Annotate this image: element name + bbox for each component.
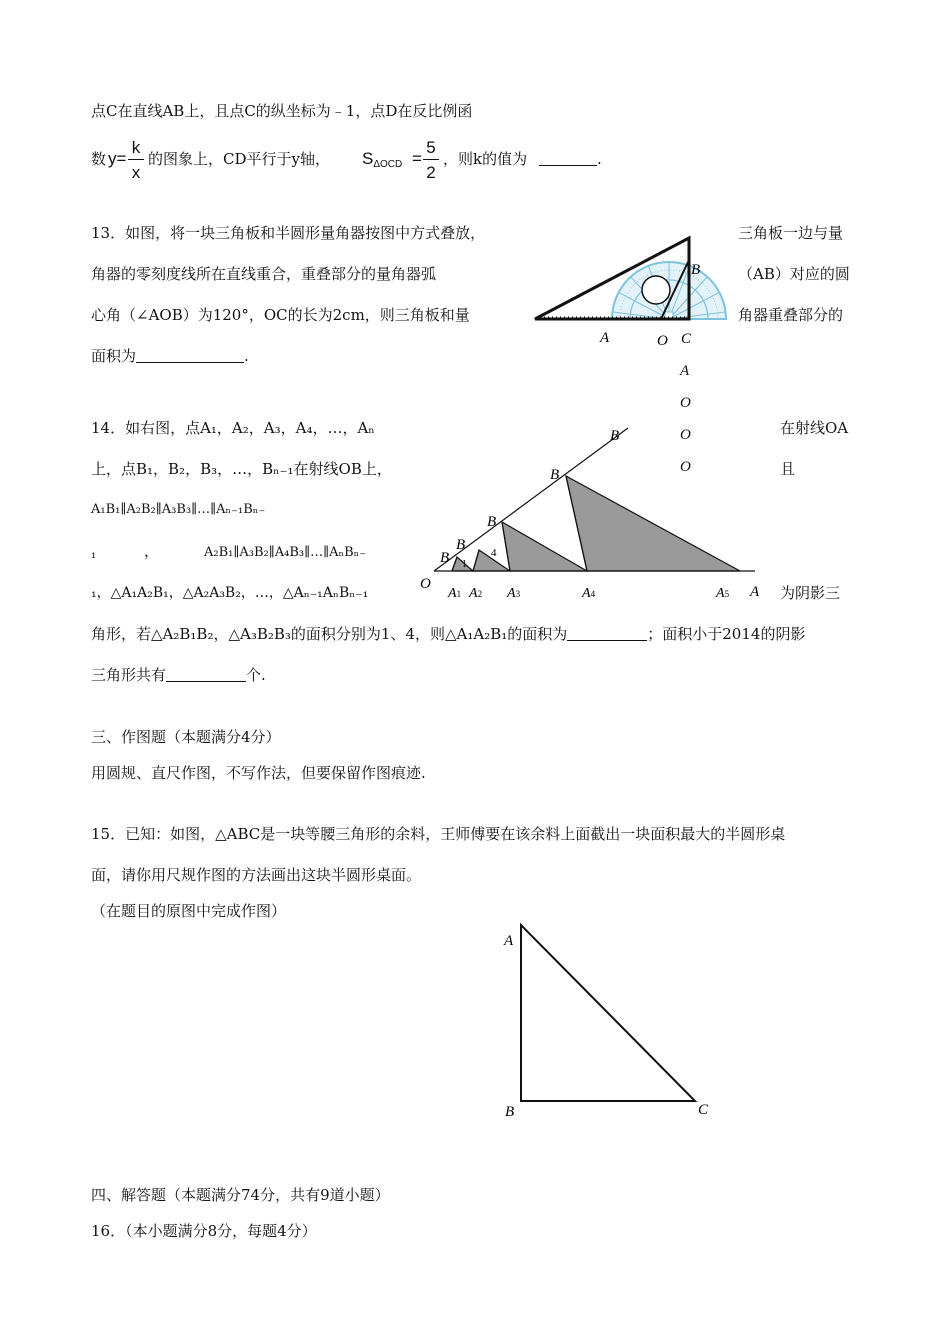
q16-heading: 16．（本小题满分8分，每题4分） [91,1222,317,1240]
q14-line3: A₁B₁∥A₂B₂∥A₃B₃∥…∥Aₙ₋₁Bₙ₋ [91,502,266,517]
q14-label-A3: A3 [507,586,521,601]
q14-area-label-1: 1 [462,559,467,570]
q14-line2: 上，点B₁，B₂，B₃，…，Bₙ₋₁在射线OB上， [91,460,392,478]
q14-line6: 角形，若△A₂B₁B₂，△A₃B₂B₃的面积分别为1、4，则△A₁A₂B₁的面积为 ；面积小于2014的阴影 [91,625,806,643]
q14-label-B1: B [440,550,450,566]
q14-line7: 三角形共有 个. [91,666,266,684]
q12-line1: 点C在直线AB上，且点C的纵坐标为﹣1，点D在反比例函 [91,102,473,120]
q15-line2: 面，请你用尺规作图的方法画出这块半圆形桌面。 [91,866,422,884]
q15-triangle-figure [495,915,725,1125]
q15-label-B: B [505,1104,515,1120]
q15-label-C: C [698,1102,709,1118]
section3-instruction: 用圆规、直尺作图，不写作法，但要保留作图痕迹. [91,764,426,782]
q12-line2-post: ，则k的值为 [443,150,528,168]
stray-letter-4: O [680,459,691,475]
section3-heading: 三、作图题（本题满分4分） [91,728,281,746]
q14-label-B4: B [550,467,560,483]
q15-label-A: A [504,933,514,949]
q13-line4: 面积为 . [91,347,249,365]
q14-line1-right: 在射线OA [780,419,849,437]
q14-line4-c: A₂B₁∥A₃B₂∥A₄B₃∥…∥AₙBₙ₋ [204,545,367,560]
q12-area-denominator: 2 [426,163,436,182]
q13-line3-left: 心角（∠AOB）为120°，OC的长为2cm，则三角板和量 [91,306,470,324]
q12-area-symbol: $S_{\Delta OCD}$ [362,149,403,170]
stray-letter-1: A [680,363,690,379]
q12-area-subscript: ΔOCD [373,159,403,170]
q14-label-A4: A4 [582,586,596,601]
q12-area-numerator: 5 [423,139,439,160]
q13-label-A: A [600,330,610,346]
q13-line1-right: 三角板一边与量 [738,224,844,242]
q14-label-A5: A5 [716,586,730,601]
q13-line2-left: 角器的零刻度线所在直线重合，重叠部分的量角器弧 [91,265,437,283]
stray-letter-2: O [680,395,691,411]
q14-label-B: B [610,428,620,444]
q12-func-denominator: x [131,163,141,182]
q13-figure [530,230,730,355]
q14-label-O: O [420,576,431,592]
q14-line1: 14．如右图，点A₁，A₂，A₃，A₄，…，Aₙ [91,419,375,437]
q13-label-C: C [681,331,692,347]
q14-label-A: A [750,584,760,600]
q12-func-numerator: k [128,139,144,160]
q14-label-A1: A1 [448,586,462,601]
q15-line1: 15．已知：如图，△ABC是一块等腰三角形的余料，王师傅要在该余料上面截出一块面积最大的半圆形桌 [91,825,786,843]
q13-line2-right: （AB）对应的圆 [738,265,850,283]
q13-label-O: O [657,333,668,349]
q14-label-A2: A2 [469,586,483,601]
q14-area-label-4: 4 [491,547,497,559]
q12-func-fraction [128,139,144,181]
q15-note: （在题目的原图中完成作图） [91,902,287,920]
q14-line4-b: ， [144,542,160,560]
q13-label-B: B [691,262,701,278]
q12-func-lhs: y= [108,149,127,168]
q13-line1-left: 13．如图，将一块三角板和半圆形量角器按图中方式叠放， [91,224,486,242]
q12-line2-prefix: 数 [91,150,107,168]
q14-label-B2: B [456,537,466,553]
q14-figure [410,420,770,610]
q14-line4-a: ₁ [91,547,97,562]
q14-line5-right: 为阴影三 [780,584,841,602]
q14-line5: ₁，△A₁A₂B₁，△A₂A₃B₂，…，△Aₙ₋₁AₙBₙ₋₁ [91,585,369,601]
section4-heading: 四、解答题（本题满分74分，共有9道小题） [91,1186,390,1204]
q14-label-B3: B [487,514,497,530]
q13-line3-right: 角器重叠部分的 [738,306,844,324]
q12-area-fraction [423,139,439,181]
q14-line2-right: 且 [780,460,796,478]
q12-area-equals: = [412,149,422,168]
q12-line2-mid: 的图象上，CD平行于y轴， [148,150,330,168]
q12-answer-blank: . [539,152,602,167]
stray-letter-3: O [680,427,691,443]
